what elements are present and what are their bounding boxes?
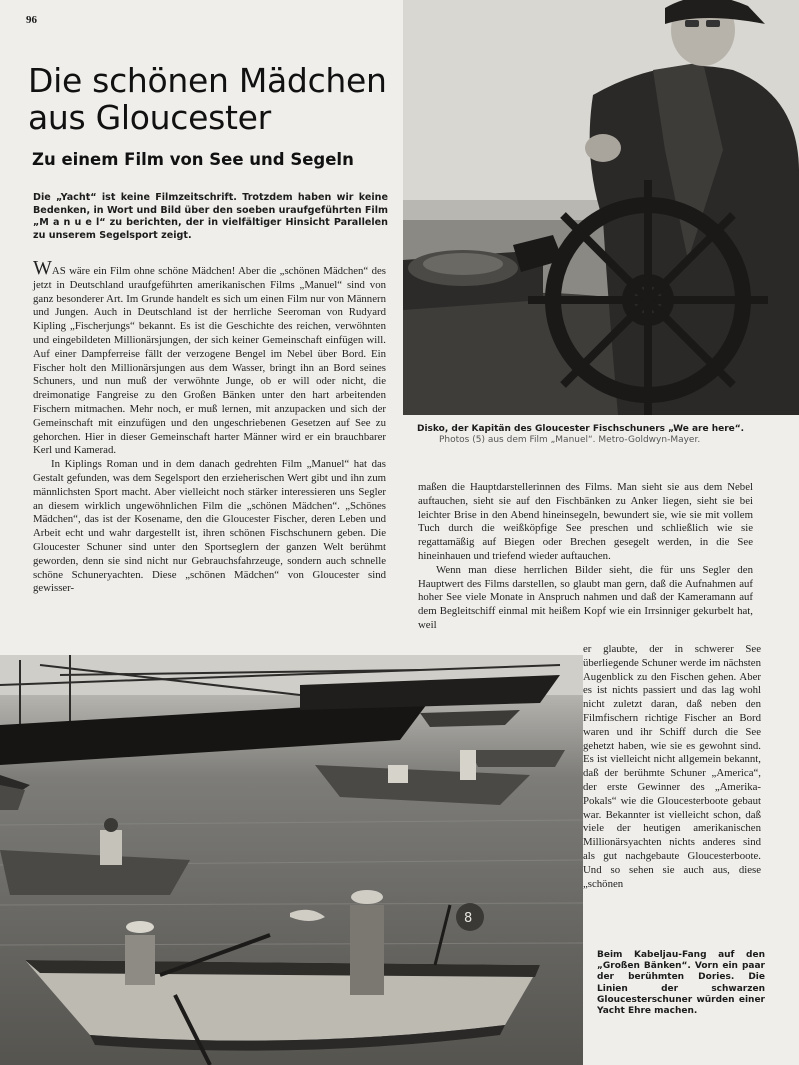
article-subtitle: Zu einem Film von See und Segeln xyxy=(32,150,354,169)
dory-number-label: 8 xyxy=(464,911,473,926)
page-number: 96 xyxy=(26,14,37,26)
photo-credit: Photos (5) aus dem Film „Manuel“. Metro-Goldwyn-Mayer. xyxy=(439,435,701,445)
article-intro: Die „Yacht“ ist keine Filmzeitschrift. Trotzdem haben wir keine Bedenken, in Wort und Bild über den soeben uraufgeführten Film „M a n u e l“ zu berichten, der in vielfältiger Hinsicht Parallelen zu unserem Segelsport zeigt. xyxy=(33,192,388,241)
column-1-paragraph-2: In Kiplings Roman und in dem danach gedrehten Film „Manuel“ hat das Gestalt gefunden, was dem Segelsport den erzieherischen Wert gibt und ihn zum männlichsten Sport macht. Aber vielleicht noch stärker interessieren uns Segler an diesem wirklich ungewöhnlichen Film die „schönen Mädchen“. „Schönes Mädchen“, das ist der Kosename, den die Gloucester Fischer, deren Leben und Arbeit echt und wahr dargestellt ist, ihren schönen Fischschunern geben. Die Gloucester Schuner sind unter den Sportseglern der ganzen Welt berühmt geworden, denn sie sind nicht nur Gebrauchsfahrzeuge, sondern auch schnelle schöne Schuneryachten. Diese „schönen Mädchen“ von Gloucester sind gewisser- xyxy=(33,458,386,595)
column-2-paragraph-1: maßen die Hauptdarstellerinnen des Films. Man sieht sie aus dem Nebel auftauchen, sieht sie auf den Fischbänken zu Anker liegen, sieht sie bei leichter Brise in den Abend hineinsegeln, bewundert sie, wie sie mit vollem Tuch durch die weißköpfige See preschen und schließlich wie sie regattamäßig auf Biegen oder Brechen gesegelt werden, in die See hineinhauen und triefend wieder auftauchen. xyxy=(418,481,753,562)
article-title xyxy=(28,62,398,136)
caption-captain xyxy=(417,424,757,446)
photo-captain-at-wheel xyxy=(403,0,799,415)
title-line-2: aus Gloucester xyxy=(28,98,271,137)
captain-illustration xyxy=(403,0,799,415)
title-line-1: Die schönen Mädchen xyxy=(28,61,387,100)
text-column-1 xyxy=(33,257,386,596)
column-2-paragraph-2: Wenn man diese herrlichen Bilder sieht, die für uns Segler den Hauptwert des Films darstellen, so glaubt man gern, daß die Aufnahmen auf hoher See viele Monate in Anspruch nahmen und daß der Kameramann auf dem Begleitschiff einmal mit heißem Kopf wie ein Irrsinniger gekurbelt hat, weil xyxy=(418,563,753,631)
column-1-paragraph-1: WAS wäre ein Film ohne schöne Mädchen! Aber die „schönen Mädchen“ des jetzt in Deutschland uraufgeführten amerikanischen Films „Manuel“ sind von ganz besonderer Art. Im Grunde handelt es sich um einen Film nur von Männern und Jungen. Auch in Deutschland ist der herrliche Seeroman von Rudyard Kipling „Fischerjungs“ bekannt. Es ist die Geschichte des reichen, verwöhnten und eingebildeten Millionärsjungen, der sich keiner Gemeinschaft einfügen will. Auf einer Dampferreise fällt der verzogene Bengel im Nebel über Bord. Ein Fischer holt den Millionärsjungen aus dem Wasser, bringt ihn an Bord seines Schuners, und nun muß der verwöhnte Junge, ob er will oder nicht, die dreimonatige Fangreise zu den Großen Bänken unter den hart arbeitenden Fischern mitmachen. Mehr noch, er muß lernen, mit anzupacken und sich der Gemeinschaft mit einzufügen und den ungeschriebenen Gesetzen auf See zu gehorchen. Hier in dieser Gemeinschaft harter Männer wird er ein brauchbarer Kerl und Kamerad. xyxy=(33,257,386,457)
dories-illustration xyxy=(0,655,583,1065)
caption-captain-main: Disko, der Kapitän des Gloucester Fischschuners „We are here“. xyxy=(417,424,745,434)
photo-dories-fishing xyxy=(0,655,583,1065)
text-column-2 xyxy=(418,481,753,633)
caption-dories: Beim Kabeljau-Fang auf den „Großen Bänken“. Vorn ein paar der berühmten Dories. Die Linien der schwarzen Gloucesterschuner würden einer Yacht Ehre machen. xyxy=(597,950,765,1017)
text-column-3: er glaubte, der in schwerer See überliegende Schuner werde im nächsten Augenblick zu den Fischen gehen. Aber es ist nichts passiert und das lag wohl nicht zuletzt daran, daß neben den Filmfischern richtige Fischer an Bord waren und ihr Schiff durch die See gehetzt haben, wie sie es gewohnt sind. Es ist vielleicht nicht allgemein bekannt, daß der berühmte Schuner „America“, der erste Gewinner des „Amerika-Pokals“ wie die Gloucesterboote gebaut war. Bekannter ist vielleicht schon, daß viele der heutigen amerikanischen Millionärsyachten nichts anderes sind als gut nachgebaute Gloucesterboote. Und so sehen sie auch aus, diese „schönen xyxy=(583,643,761,890)
